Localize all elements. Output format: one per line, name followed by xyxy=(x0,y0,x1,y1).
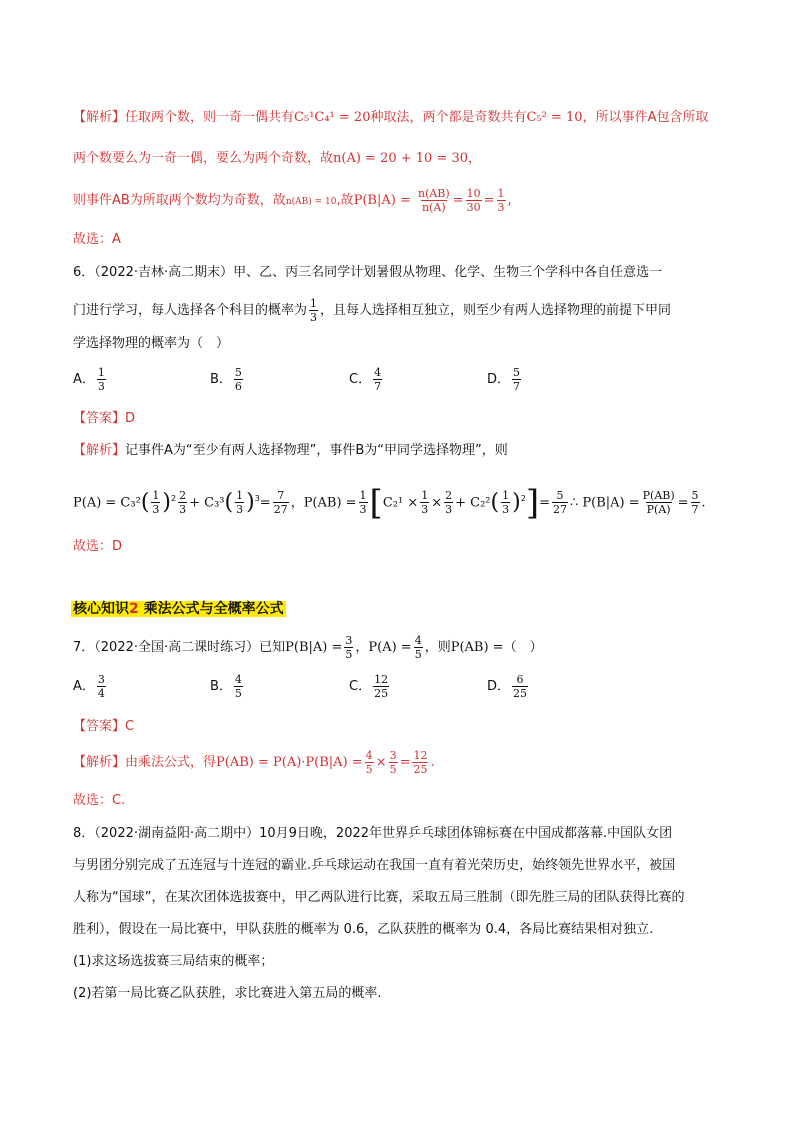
q6-analysis: 【解析】记事件A为“至少有两人选择物理”，事件B为“甲同学选择物理”，则 xyxy=(73,443,508,458)
q8-sub1: (1)求这场选拔赛三局结束的概率； xyxy=(73,954,274,969)
p5-analysis-line2 xyxy=(73,150,481,168)
q6-formula-line: P(A) = C₃²( $\frac{1}{3}$ )$^2$ $\frac{2}{3}$ + C₃³( $\frac{1}{3}$ )$^3$= $\frac{7}{27}$ ，P(AB) = $\frac{1}{3}$ [C₂¹ × $\frac{1}{3}$ × $\frac{2}{3}$ + C₂²( $\frac{1}{3}$ )$^2$]= $\frac{5}{27}$ ∴ P(B|A) = $\frac{P(AB)}{P(A)}$ = $\frac{5}{7}$ . xyxy=(73,482,706,523)
q6-line2 xyxy=(73,296,671,326)
fraction: $\frac{n(AB)}{n(A)}$ xyxy=(417,187,450,214)
p5-analysis-line1 xyxy=(73,109,708,127)
analysis-tag: 【解析】 xyxy=(73,110,126,125)
q7-option-b[interactable]: B． $\frac{4}{5}$ xyxy=(210,673,242,700)
formula: C₅² = 10 xyxy=(526,110,583,125)
q6-option-d[interactable]: D． $\frac{5}{7}$ xyxy=(487,366,521,393)
q7-line1: 7．（2022·全国·高二课时练习）已知P(B|A) = $\frac{3}{5}$ ，P(A) = $\frac{4}{5}$ ，则P(AB) =（ ） xyxy=(73,634,543,661)
q7-analysis: 【解析】由乘法公式，得P(AB) = P(A)·P(B|A) = $\frac{4}{5}$ × $\frac{3}{5}$ = $\frac{12}{25}$ . xyxy=(73,749,435,776)
q6-answer: 【答案】D xyxy=(73,411,136,426)
q6-final-answer: 故选：D xyxy=(73,539,123,554)
text: 则事件AB为所取两个数均为奇数，故 xyxy=(73,193,286,208)
text: 种取法，两个都是奇数共有 xyxy=(370,110,527,125)
q8-line2: 与男团分别完成了五连冠与十连冠的霸业.乒乓球运动在我国一直有着光荣历史，始终领先世界水平，被国 xyxy=(73,858,676,873)
fraction: $\frac{1}{3}$ xyxy=(497,187,505,214)
q6-line1: 6．（2022·吉林·高二期末）甲、乙、丙三名同学计划暑假从物理、化学、生物三个学科中各自任意选一 xyxy=(73,265,663,280)
q8-line3: 人称为“国球”，在某次团体选拔赛中，甲乙两队进行比赛，采取五局三胜制（即先胜三局的团队获得比赛的 xyxy=(73,890,685,905)
section-heading xyxy=(71,600,286,618)
q6-line3: 学选择物理的概率为（ ） xyxy=(73,336,230,351)
formula: C₅¹C₄¹ = 20 xyxy=(294,110,371,125)
text: 任取两个数，则一奇一偶共有 xyxy=(125,110,295,125)
text: ，所以事件A包含所取 xyxy=(582,110,709,125)
formula: n(A) = 20 + 10 = 30， xyxy=(333,151,482,166)
answer: A xyxy=(112,232,121,247)
text: 两个数要么为一奇一偶，要么为两个奇数，故 xyxy=(73,151,334,166)
q7-final-answer: 故选：C. xyxy=(73,793,126,808)
fraction: $\frac{1}{3}$ xyxy=(310,297,318,324)
q8-line1: 8．（2022·湖南益阳·高二期中）10月9日晚，2022年世界乒乓球团体锦标赛在中国成都落幕.中国队女团 xyxy=(73,826,673,841)
text: 门进行学习，每人选择各个科目的概率为 xyxy=(73,303,308,318)
q7-option-d[interactable]: D． $\frac{6}{25}$ xyxy=(487,673,528,700)
q6-option-c[interactable]: C． $\frac{4}{7}$ xyxy=(349,366,382,393)
q7-answer: 【答案】C xyxy=(73,719,135,734)
q8-line4: 胜利），假设在一局比赛中，甲队获胜的概率为 0.6，乙队获胜的概率为 0.4，各局比赛结果相对独立. xyxy=(73,922,654,937)
formula: P(B|A) = xyxy=(353,193,415,208)
formula: n(AB) = 10 xyxy=(285,197,337,207)
q7-option-c[interactable]: C． $\frac{12}{25}$ xyxy=(349,673,389,700)
q6-option-b[interactable]: B． $\frac{5}{6}$ xyxy=(210,366,242,393)
text: ,故 xyxy=(336,193,354,208)
q7-option-a[interactable]: A． $\frac{3}{4}$ xyxy=(73,673,105,700)
text: 故选： xyxy=(73,232,113,247)
fraction: $\frac{10}{30}$ xyxy=(466,187,481,214)
p5-analysis-line3: 则事件AB为所取两个数均为奇数，故n(AB) = 10,故P(B|A) = $\frac{n(AB)}{n(A)}$ = $\frac{10}{30}$ = $\frac{1}{3}$ , xyxy=(73,187,512,214)
section-prefix: 核心知识2 乘法公式与全概率公式 xyxy=(73,601,284,617)
q6-option-a[interactable]: A． $\frac{1}{3}$ xyxy=(73,366,105,393)
p5-answer xyxy=(73,231,121,249)
text: ，且每人选择相互独立，则至少有两人选择物理的前提下甲同 xyxy=(320,303,672,318)
q8-sub2: (2)若第一局比赛乙队获胜，求比赛进入第五局的概率. xyxy=(73,986,382,1001)
